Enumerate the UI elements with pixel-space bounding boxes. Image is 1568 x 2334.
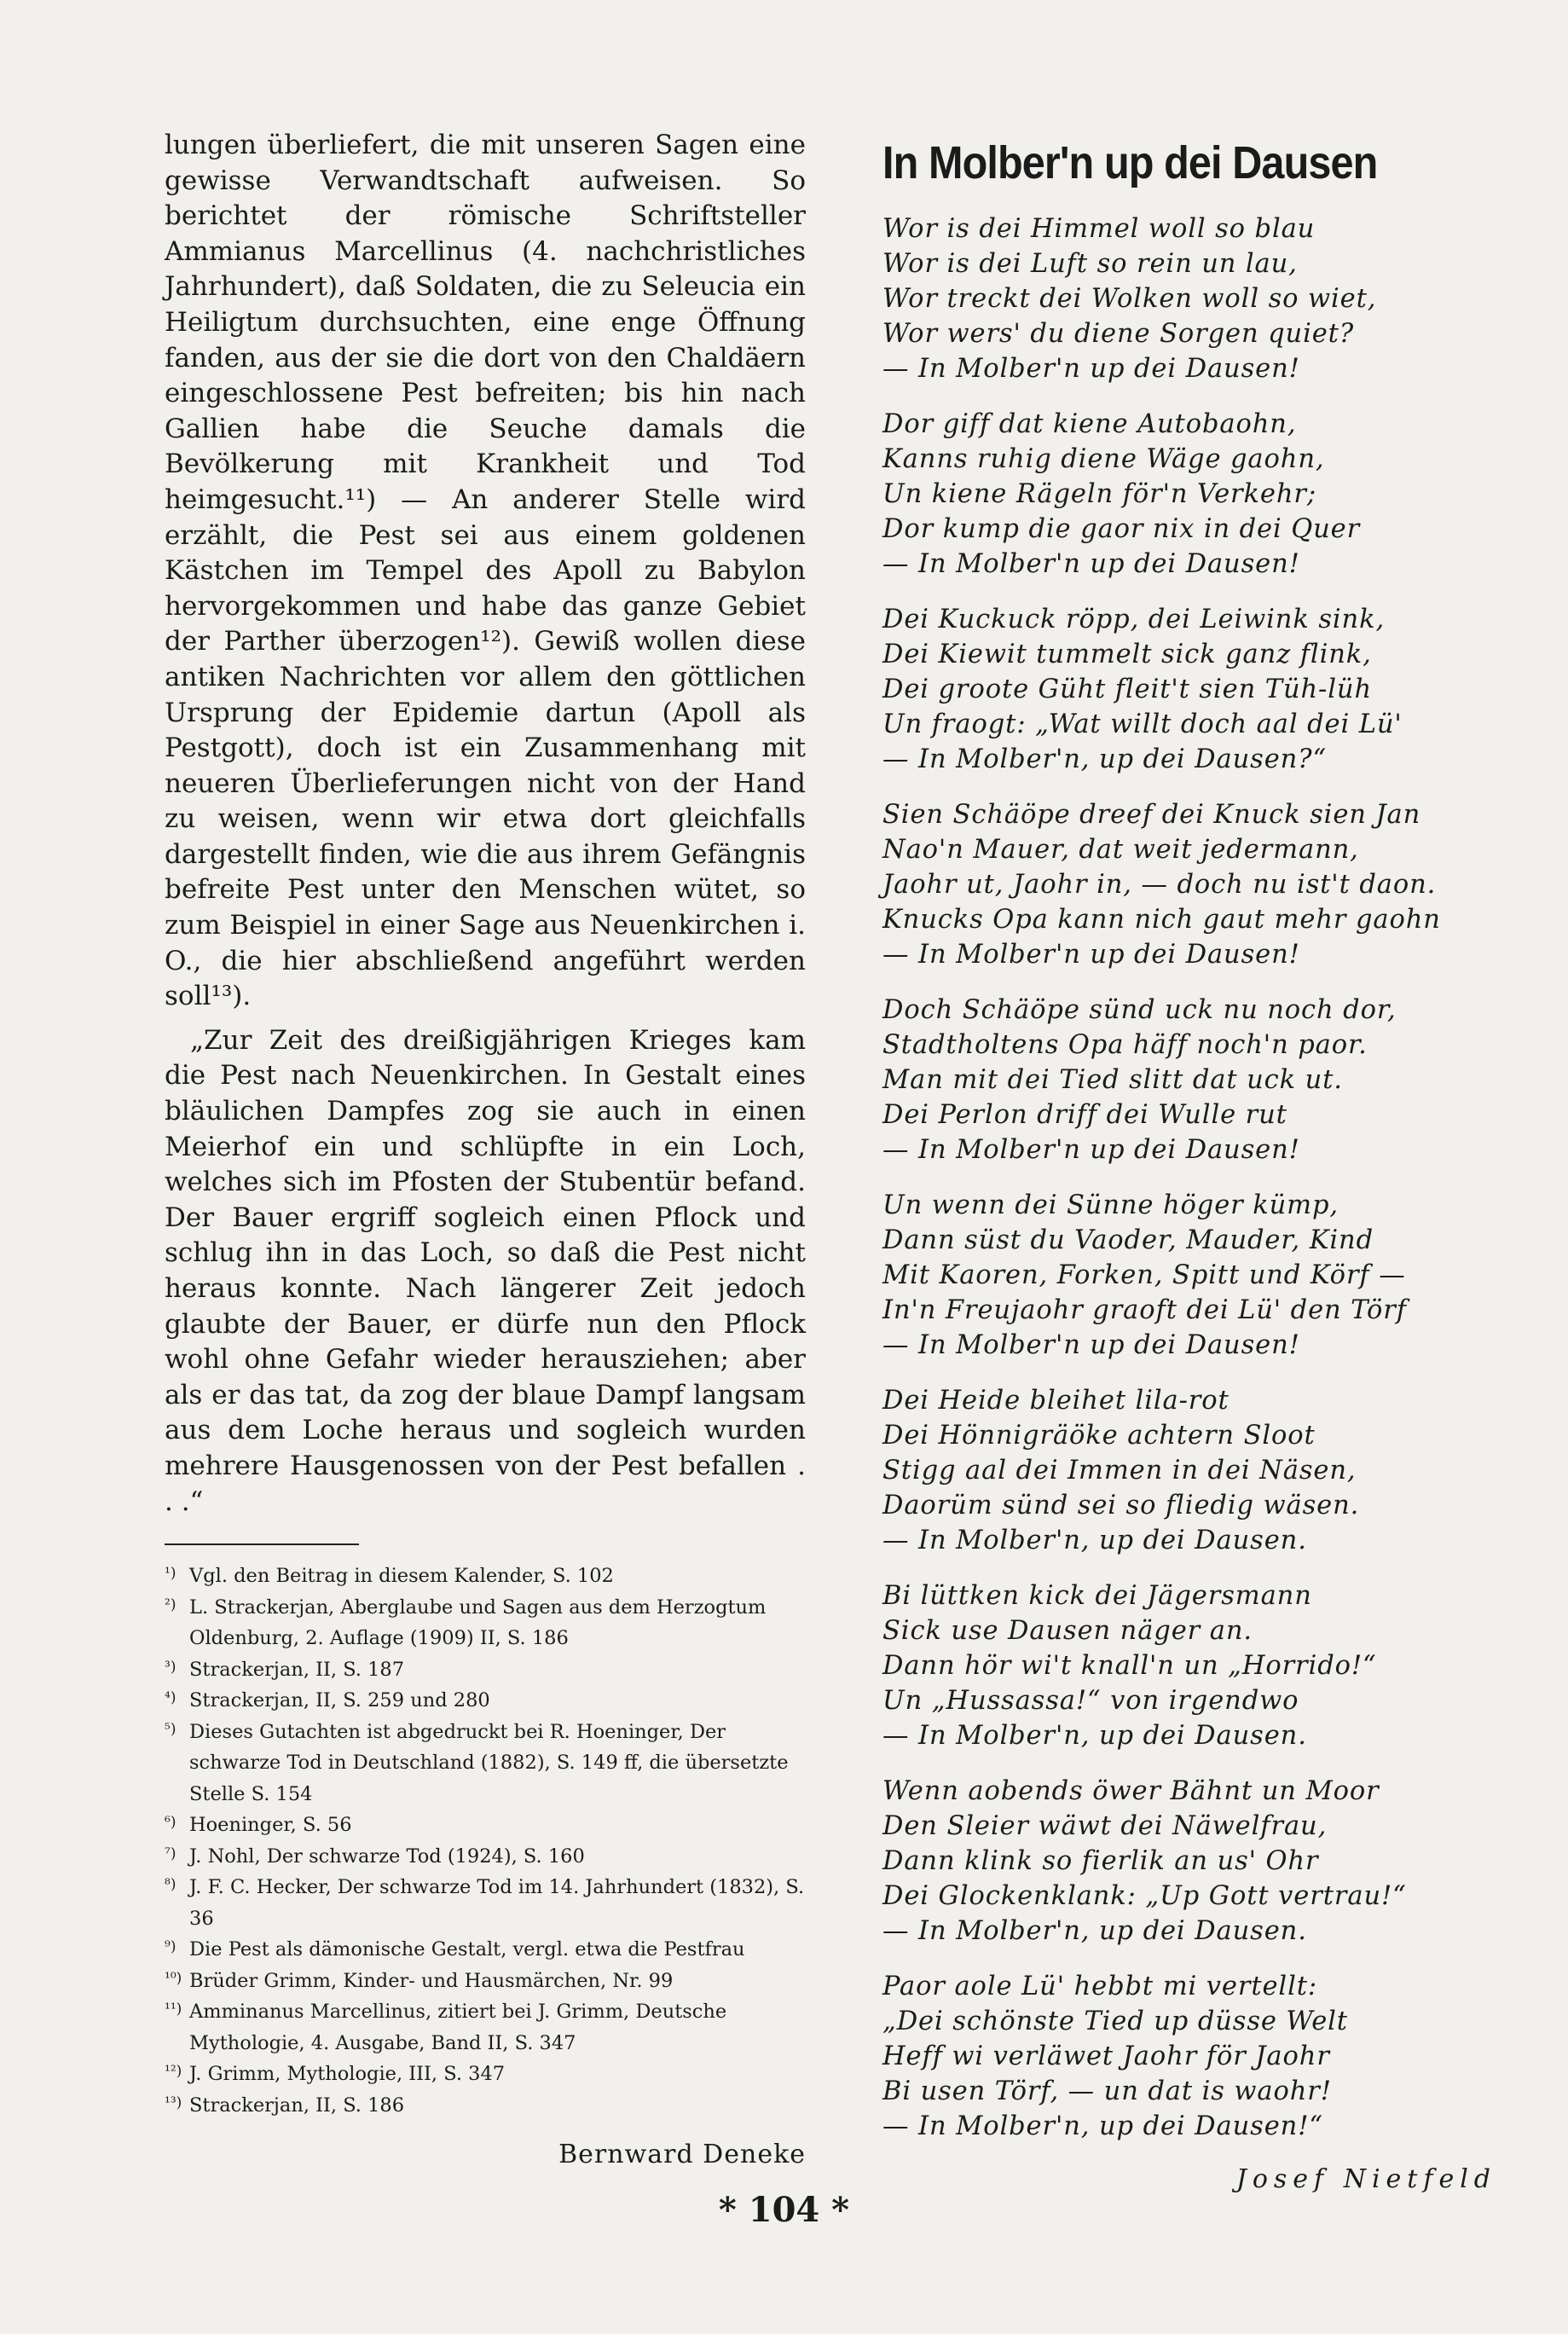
poem-line: In'n Freujaohr graoft dei Lü' den Törf — [882, 1295, 1407, 1325]
footnote-text: L. Strackerjan, Aberglaube und Sagen aus dem Herzogtum Oldenburg, 2. Auflage (1909) II, S. 186 — [189, 1596, 767, 1650]
footnote-number: ¹³) — [165, 2094, 182, 2111]
poem-line: Mit Kaoren, Forken, Spitt und Körf — — [882, 1260, 1406, 1290]
footnote-number: ¹¹) — [165, 2001, 182, 2018]
poem-line: — In Molber'n up dei Dausen! — [882, 1330, 1300, 1360]
footnote — [165, 1561, 806, 1592]
right-column — [882, 136, 1496, 2194]
footnote — [165, 1810, 806, 1841]
poem-line: Un kiene Rägeln för'n Verkehr; — [882, 479, 1317, 509]
poem-stanza — [882, 1383, 1496, 1558]
poem-line: Wor is dei Luft so rein un lau, — [882, 249, 1298, 279]
footnote-number: ²) — [165, 1596, 176, 1613]
footnote — [165, 1685, 806, 1717]
footnote — [165, 1996, 806, 2059]
footnote-text: Strackerjan, II, S. 186 — [189, 2094, 405, 2117]
poem-line: Dei Kiewit tummelt sick ganz flink, — [882, 640, 1372, 669]
footnote — [165, 1717, 806, 1810]
footnote-text: Brüder Grimm, Kinder- und Hausmärchen, Nr. 99 — [189, 1969, 674, 1992]
poem-stanza — [882, 1188, 1496, 1363]
poem-line: Den Sleier wäwt dei Näwelfrau, — [882, 1811, 1328, 1841]
poem-line: Dei Hönnigräöke achtern Sloot — [882, 1421, 1316, 1451]
poem-line: Nao'n Mauer, dat weit jedermann, — [882, 835, 1359, 865]
poem-line: Wor treckt dei Wolken woll so wiet, — [882, 284, 1377, 314]
article-paragraph-1: lungen überliefert, die mit unseren Sagen eine gewisse Verwandtschaft aufweisen. So berichtet der römische Schriftsteller Ammianus Marcellinus (4. nachchristliches Jahrhundert), daß Soldaten, die zu Seleucia ein Heiligtum durchsuchten, eine enge Öffnung fanden, aus der sie die dort von den Chaldäern eingeschlossene Pest befreiten; bis hin nach Gallien habe die Seuche damals die Bevölkerung mit Krankheit und Tod heimgesucht.¹¹) — An anderer Stelle wird erzählt, die Pest sei aus einem goldenen Kästchen im Tempel des Apoll zu Babylon hervorgekommen und habe das ganze Gebiet der Parther überzogen¹²). Gewiß wollen diese antiken Nachrichten vor allem den göttlichen Ursprung der Epidemie dartun (Apoll als Pestgott), doch ist ein Zusammenhang mit neueren Überlieferungen nicht von der Hand zu weisen, wenn wir etwa dort gleichfalls dargestellt finden, wie die aus ihrem Gefängnis befreite Pest unter den Menschen wütet, so zum Beispiel in einer Sage aus Neuenkirchen i. O., die hier abschließend angeführt werden soll¹³). — [165, 130, 806, 1012]
poem-line: Heff wi verläwet Jaohr för Jaohr — [882, 2042, 1330, 2071]
poem-line: Man mit dei Tied slitt dat uck ut. — [882, 1065, 1343, 1095]
footnote — [165, 1934, 806, 1966]
poem-line: — In Molber'n up dei Dausen! — [882, 354, 1300, 384]
article-paragraph-2: „Zur Zeit des dreißigjährigen Krieges kam die Pest nach Neuenkirchen. In Gestalt eines bläulichen Dampfes zog sie auch in einen Meierhof ein und schlüpfte in ein Loch, welches sich im Pfosten der Stubentür befand. Der Bauer ergriff sogleich einen Pflock und schlug ihn in das Loch, so daß die Pest nicht heraus konnte. Nach längerer Zeit jedoch glaubte der Bauer, er dürfe nun den Pflock wohl ohne Gefahr wieder herausziehen; aber als er das tat, da zog der blaue Dampf langsam aus dem Loche heraus und sogleich wurden mehrere Hausgenossen von der Pest befallen . . .“ — [165, 1024, 806, 1517]
poem-stanza — [882, 993, 1496, 1167]
footnote — [165, 1592, 806, 1654]
footnote-text: Amminanus Marcellinus, zitiert bei J. Grimm, Deutsche Mythologie, 4. Ausgabe, Band II, S. 347 — [189, 2001, 727, 2054]
footnote-number: ³) — [165, 1658, 176, 1676]
poem-line: — In Molber'n up dei Dausen! — [882, 549, 1300, 579]
footnote-text: Dieses Gutachten ist abgedruckt bei R. Hoeninger, Der schwarze Tod in Deutschland (1882), S. 149 ff, die übersetzte Stelle S. 154 — [189, 1720, 789, 1805]
footnote-number: ⁷) — [165, 1845, 176, 1862]
poem-line: — In Molber'n, up dei Dausen. — [882, 1526, 1307, 1555]
poem-line: Bi lüttken kick dei Jägersmann — [882, 1581, 1312, 1611]
poem-line: Paor aole Lü' hebbt mi vertellt: — [882, 1972, 1318, 2001]
footnote-number: ¹) — [165, 1565, 176, 1583]
poem-line: Dei Perlon driff dei Wulle rut — [882, 1100, 1287, 1130]
poem-line: Sien Schäöpe dreef dei Knuck sien Jan — [882, 800, 1421, 830]
footnote — [165, 1841, 806, 1873]
footnote-text: Vgl. den Beitrag in diesem Kalender, S. 102 — [189, 1565, 614, 1588]
poem-line: — In Molber'n, up dei Dausen. — [882, 1916, 1307, 1946]
poem-line: — In Molber'n up dei Dausen! — [882, 1135, 1300, 1165]
poem-line: — In Molber'n, up dei Dausen?“ — [882, 744, 1327, 774]
footnote-text: J. Nohl, Der schwarze Tod (1924), S. 160 — [189, 1845, 585, 1868]
left-column — [165, 128, 806, 2169]
poem-line: — In Molber'n, up dei Dausen. — [882, 1721, 1307, 1751]
poem-stanza — [882, 1969, 1496, 2144]
footnote-number: ⁸) — [165, 1876, 176, 1894]
poem-body — [882, 211, 1496, 2144]
footnote-text: J. F. C. Hecker, Der schwarze Tod im 14. Jahrhundert (1832), S. 36 — [189, 1876, 805, 1930]
poem-line: Stigg aal dei Immen in dei Näsen, — [882, 1456, 1357, 1486]
footnotes — [165, 1561, 806, 2121]
poem-line: Wor wers' du diene Sorgen quiet? — [882, 319, 1355, 349]
poem-line: Dann klink so fierlik an us' Ohr — [882, 1846, 1319, 1876]
footnote-text: Strackerjan, II, S. 259 und 280 — [189, 1689, 490, 1712]
poem-line: Wenn aobends öwer Bähnt un Moor — [882, 1776, 1380, 1806]
footnote-number: ⁵) — [165, 1720, 176, 1738]
poem-stanza — [882, 602, 1496, 777]
poem-line: Dei Glockenklank: „Up Gott vertrau!“ — [882, 1881, 1407, 1911]
poem-stanza — [882, 1774, 1496, 1949]
poem-stanza — [882, 211, 1496, 386]
poem-stanza — [882, 407, 1496, 582]
poem-line: Doch Schäöpe sünd uck nu noch dor, — [882, 995, 1397, 1025]
article-body — [165, 128, 806, 1520]
footnote — [165, 2059, 806, 2090]
footnote-number: ¹⁰) — [165, 1969, 182, 1987]
poem-line: Dei Heide bleihet lila-rot — [882, 1386, 1230, 1416]
footnote-number: ⁶) — [165, 1814, 176, 1832]
page-number: * 104 * — [718, 2190, 850, 2230]
footnote — [165, 1654, 806, 1686]
poem-line: Stadtholtens Opa häff noch'n paor. — [882, 1030, 1368, 1060]
poem-line: Dor giff dat kiene Autobaohn, — [882, 409, 1297, 439]
footnote-number: ¹²) — [165, 2063, 182, 2081]
poem-line: — In Molber'n up dei Dausen! — [882, 940, 1300, 970]
footnote-text: Strackerjan, II, S. 187 — [189, 1658, 405, 1681]
poem-line: Sick use Dausen näger an. — [882, 1616, 1253, 1646]
poem-line: Bi usen Törf, — un dat is waohr! — [882, 2076, 1332, 2106]
footnote-number: ⁹) — [165, 1938, 176, 1956]
poem-line: Un fraogt: „Wat willt doch aal dei Lü' — [882, 709, 1403, 739]
poem-line: Un wenn dei Sünne höger kümp, — [882, 1190, 1339, 1220]
poem-line: Dor kump die gaor nix in dei Quer — [882, 514, 1361, 544]
footnote-divider — [165, 1543, 359, 1545]
footnote-text: J. Grimm, Mythologie, III, S. 347 — [189, 2063, 506, 2086]
poem-line: Daorüm sünd sei so fliedig wäsen. — [882, 1491, 1360, 1520]
poem-line: Kanns ruhig diene Wäge gaohn, — [882, 444, 1325, 474]
poem-line: Wor is dei Himmel woll so blau — [882, 214, 1316, 244]
poem-line: Dei Kuckuck röpp, dei Leiwink sink, — [882, 605, 1386, 634]
poem-line: Dann hör wi't knall'n un „Horrido!“ — [882, 1651, 1377, 1681]
poem-line: Jaohr ut, Jaohr in, — doch nu ist't daon. — [882, 870, 1437, 900]
poem-line: „Dei schönste Tied up düsse Welt — [882, 2007, 1348, 2036]
footnote — [165, 1872, 806, 1934]
poem-line: Un „Hussassa!“ von irgendwo — [882, 1686, 1299, 1716]
poem-line: Dann süst du Vaoder, Mauder, Kind — [882, 1225, 1374, 1255]
poem-author: Josef Nietfeld — [1235, 2164, 1496, 2194]
footnote-text: Hoeninger, S. 56 — [189, 1814, 352, 1837]
poem-line: Dei groote Güht fleit't sien Tüh-lüh — [882, 675, 1372, 704]
poem-line: — In Molber'n, up dei Dausen!“ — [882, 2111, 1323, 2141]
footnote — [165, 2090, 806, 2122]
poem-title: In Molber'n up dei Dausen — [882, 137, 1378, 188]
poem-stanza — [882, 1578, 1496, 1753]
footnote-number: ⁴) — [165, 1689, 176, 1707]
footnote — [165, 1966, 806, 1997]
footnote-text: Die Pest als dämonische Gestalt, vergl. etwa die Pestfrau — [189, 1938, 745, 1961]
poem-line: Knucks Opa kann nich gaut mehr gaohn — [882, 905, 1441, 935]
poem-stanza — [882, 797, 1496, 972]
article-author: Bernward Deneke — [558, 2140, 806, 2170]
